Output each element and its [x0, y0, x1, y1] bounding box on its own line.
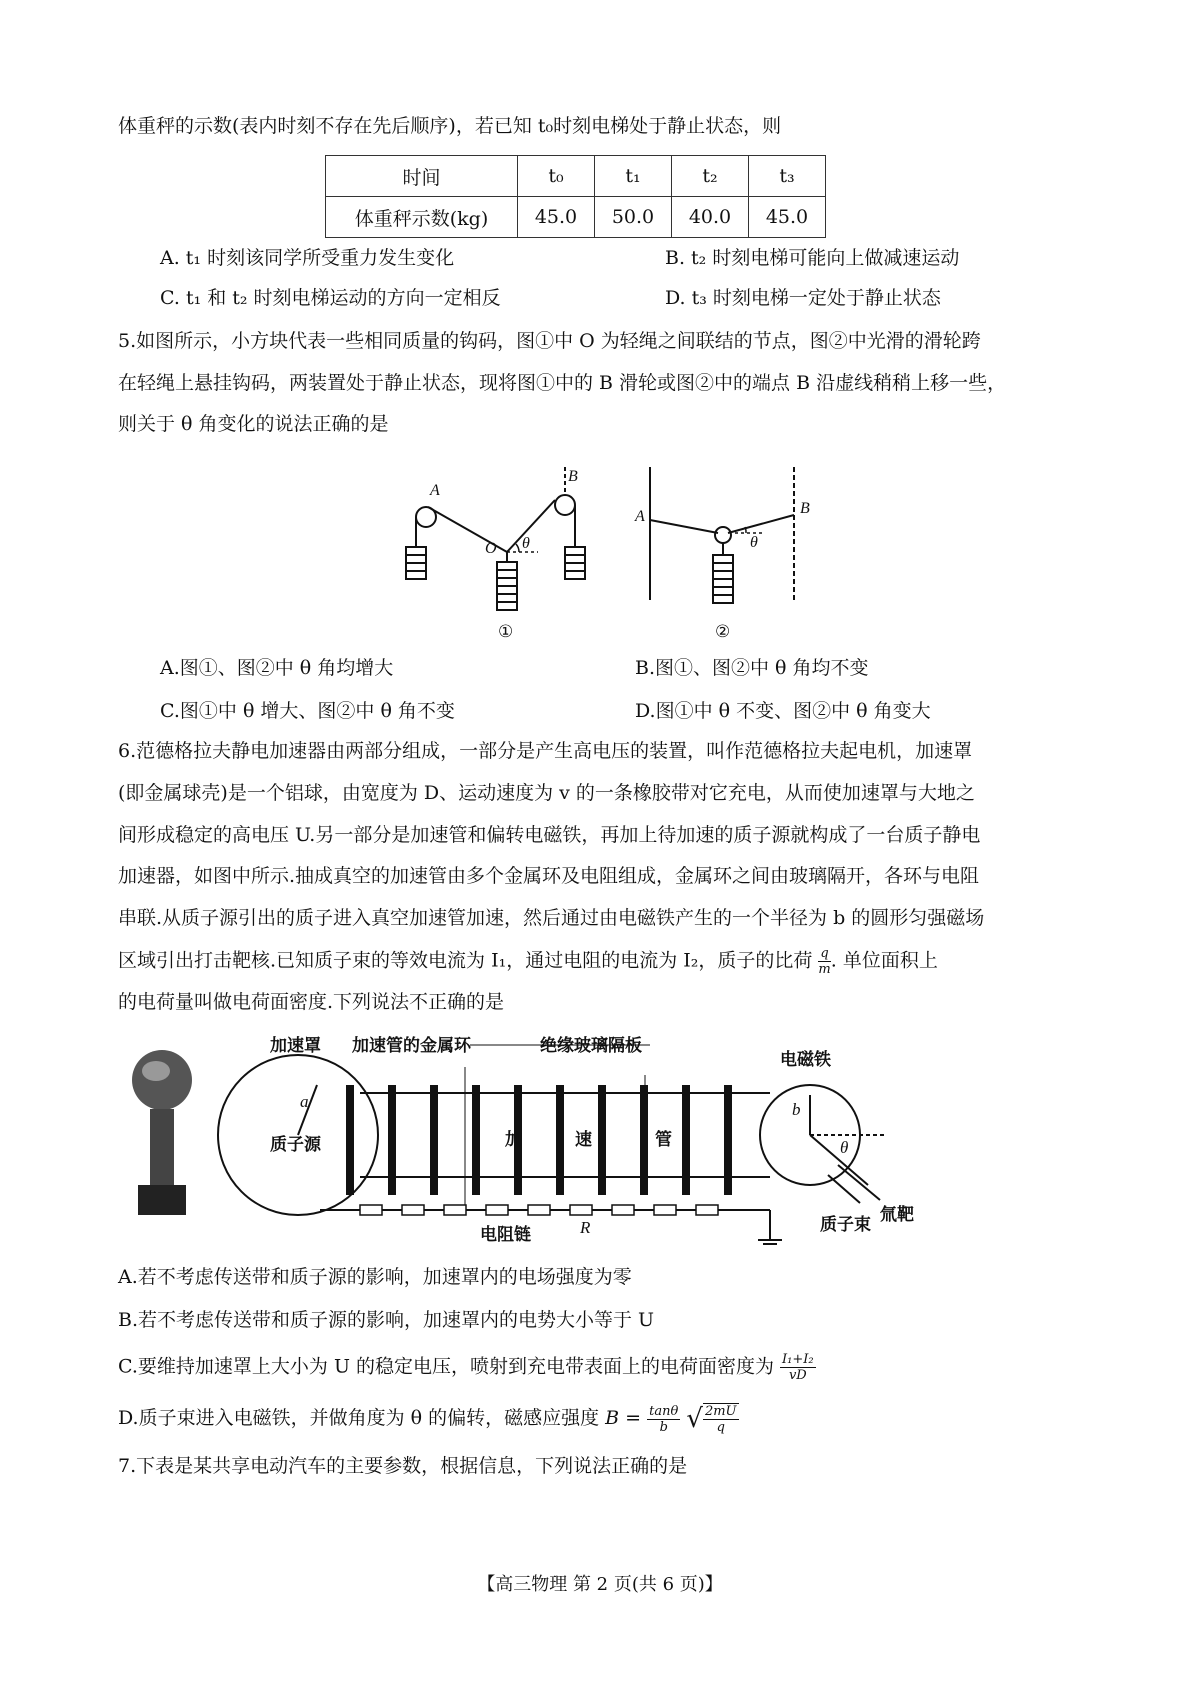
pulley-figure — [390, 465, 830, 650]
label-resistor-chain: 电阻链 — [480, 1225, 531, 1245]
fraction-denominator: q — [716, 1420, 725, 1435]
label-a: A — [635, 508, 645, 525]
generator-photo — [132, 1050, 192, 1215]
figure-2-label: ② — [715, 622, 731, 642]
table-cell: t₁ — [595, 156, 672, 197]
label-proton-beam: 质子束 — [820, 1215, 871, 1235]
table-cell: 45.0 — [749, 197, 826, 238]
label-radius-a: a — [300, 1092, 309, 1111]
q6-option-d-text: D.质子束进入电磁铁，并做角度为 θ 的偏转，磁感应强度 — [118, 1407, 600, 1429]
fraction-denominator: m — [818, 962, 831, 977]
label-magnet: 电磁铁 — [780, 1050, 831, 1070]
table-cell: 时间 — [326, 156, 518, 197]
table-cell: t₃ — [749, 156, 826, 197]
sqrt-sign: √ — [686, 1404, 703, 1434]
q6-line-4: 加速器，如图中所示.抽成真空的加速管由多个金属环及电阻组成，金属环之间由玻璃隔开，各环与电阻 — [118, 865, 980, 887]
q6-line-6-tail: . 单位面积上 — [830, 949, 938, 972]
label-glass-plate: 绝缘玻璃隔板 — [540, 1036, 642, 1056]
radicand-fraction — [703, 1403, 739, 1435]
q6-line-6 — [118, 946, 938, 977]
accelerator-figure — [120, 1035, 914, 1245]
label-guan: 管 — [655, 1130, 672, 1150]
q6-option-c-text: C.要维持加速罩上大小为 U 的稳定电压，喷射到充电带表面上的电荷面密度为 — [118, 1355, 774, 1378]
q5-line-3: 则关于 θ 角变化的说法正确的是 — [118, 413, 389, 435]
charge-mass-fraction — [818, 946, 830, 977]
q6-line-3: 间形成稳定的高电压 U.另一部分是加速管和偏转电磁铁，再加上待加速的质子源就构成了一台质子静电 — [118, 824, 981, 846]
table-row — [326, 197, 826, 238]
label-b: B — [568, 468, 578, 485]
q5-option-d: D.图①中 θ 不变、图②中 θ 角变大 — [635, 700, 931, 722]
q5-option-c: C.图①中 θ 增大、图②中 θ 角不变 — [160, 700, 455, 722]
q6-line-7: 的电荷量叫做电荷面密度.下列说法不正确的是 — [118, 991, 505, 1013]
label-a: A — [430, 482, 440, 499]
table-header-row — [326, 156, 826, 197]
label-su: 速 — [575, 1130, 592, 1150]
q6-line-6-text: 区域引出打击靶核.已知质子束的等效电流为 I₁，通过电阻的电流为 I₂，质子的比荷 — [118, 949, 819, 972]
page-footer: 【高三物理 第 2 页(共 6 页)】 — [477, 1574, 723, 1595]
figure-1-label: ① — [498, 622, 514, 642]
tan-fraction — [647, 1404, 680, 1435]
label-theta: θ — [750, 534, 758, 551]
q5-option-a: A.图①、图②中 θ 角均增大 — [160, 657, 394, 679]
label-r: R — [580, 1218, 591, 1237]
fraction-numerator: q — [820, 946, 829, 961]
table-cell: 体重秤示数(kg) — [326, 197, 518, 238]
label-hood: 加速罩 — [270, 1036, 321, 1056]
q6-line-1: 6.范德格拉夫静电加速器由两部分组成，一部分是产生高电压的装置，叫作范德格拉夫起电机，加速罩 — [118, 740, 973, 762]
table-cell: t₀ — [518, 156, 595, 197]
q6-option-a: A.若不考虑传送带和质子源的影响，加速罩内的电场强度为零 — [118, 1266, 632, 1288]
q4-option-b: B. t₂ 时刻电梯可能向上做减速运动 — [665, 247, 960, 269]
q5-line-1: 5.如图所示，小方块代表一些相同质量的钩码，图①中 O 为轻绳之间联结的节点，图②中光滑的滑轮跨 — [118, 330, 981, 352]
label-radius-b: b — [792, 1100, 801, 1119]
label-jia: 加 — [505, 1130, 522, 1150]
q7-line-1: 7.下表是某共享电动汽车的主要参数，根据信息，下列说法正确的是 — [118, 1455, 688, 1477]
q6-option-c — [118, 1352, 816, 1383]
charge-density-fraction — [780, 1352, 816, 1383]
fraction-numerator: tanθ — [649, 1403, 679, 1419]
q4-option-a: A. t₁ 时刻该同学所受重力发生变化 — [160, 247, 455, 269]
q5-option-b: B.图①、图②中 θ 角均不变 — [635, 657, 869, 679]
q5-line-2: 在轻绳上悬挂钩码，两装置处于静止状态，现将图①中的 B 滑轮或图②中的端点 B 沿虚线稍稍上移一些， — [118, 372, 1007, 394]
q4-stem: 体重秤的示数(表内时刻不存在先后顺序)，若已知 t₀时刻电梯处于静止状态，则 — [118, 115, 782, 137]
q6-option-b: B.若不考虑传送带和质子源的影响，加速罩内的电势大小等于 U — [118, 1309, 655, 1331]
fraction-numerator: 2mU — [704, 1404, 737, 1419]
label-b: B — [800, 500, 810, 517]
fraction-numerator: I₁+I₂ — [782, 1352, 814, 1367]
label-metal-ring: 加速管的金属环 — [352, 1036, 471, 1056]
label-theta: θ — [840, 1138, 849, 1157]
label-theta: θ — [522, 535, 530, 552]
label-o: O — [485, 540, 497, 557]
label-target: 氚靶 — [880, 1205, 914, 1225]
table-cell: 50.0 — [595, 197, 672, 238]
fraction-denominator: b — [659, 1419, 668, 1435]
q4-option-d: D. t₃ 时刻电梯一定处于静止状态 — [665, 287, 941, 309]
fraction-denominator: vD — [788, 1368, 807, 1383]
table-cell: 40.0 — [672, 197, 749, 238]
formula-b: B = — [605, 1407, 642, 1429]
table-cell: 45.0 — [518, 197, 595, 238]
q6-line-5: 串联.从质子源引出的质子进入真空加速管加速，然后通过由电磁铁产生的一个半径为 b 的圆形匀强磁场 — [118, 907, 985, 929]
label-proton-source: 质子源 — [270, 1135, 321, 1155]
q6-line-2: (即金属球壳)是一个铝球，由宽度为 D、运动速度为 v 的一条橡胶带对它充电，从而使加速罩与大地之 — [118, 782, 975, 804]
q6-option-d — [118, 1403, 739, 1435]
table-cell: t₂ — [672, 156, 749, 197]
q4-option-c: C. t₁ 和 t₂ 时刻电梯运动的方向一定相反 — [160, 287, 501, 309]
scale-reading-table — [325, 155, 826, 238]
